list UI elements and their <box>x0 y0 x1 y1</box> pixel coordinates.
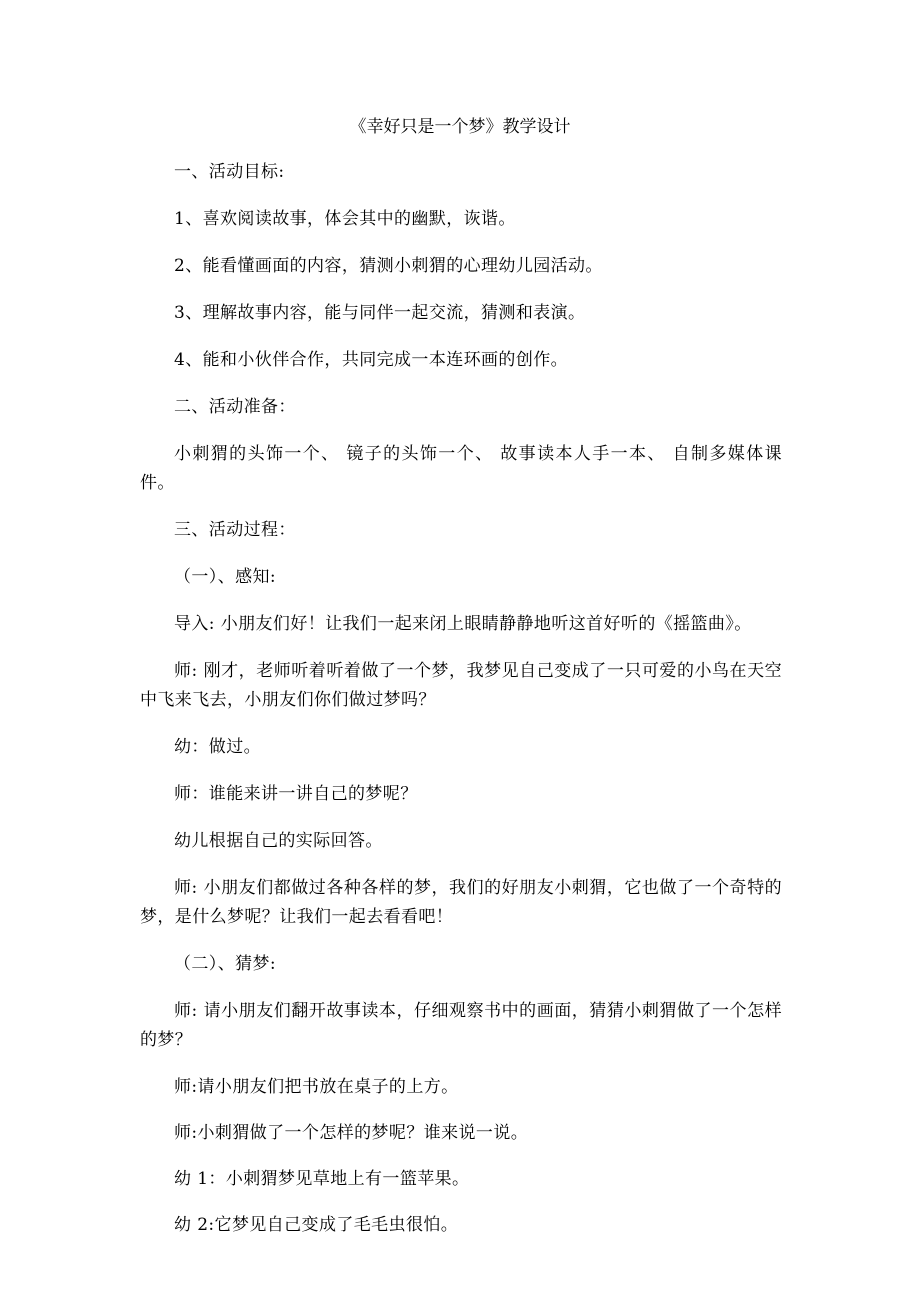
paragraph-child-3: 幼 2:它梦见自己变成了毛毛虫很怕。 <box>174 1215 459 1235</box>
paragraph-teacher-1: 师: 刚才，老师听着听着做了一个梦，我梦见自己变成了一只可爱的小鸟在天空中飞来飞去，小朋友们你们做过梦吗？ <box>140 661 782 710</box>
subsection-heading-guess: （二）、猜梦: <box>174 954 277 974</box>
paragraph-child-answer: 幼儿根据自己的实际回答。 <box>174 831 383 851</box>
paragraph-teacher-5: 师:请小朋友们把书放在桌子的上方。 <box>174 1077 459 1097</box>
paragraph-intro: 导入: 小朋友们好！让我们一起来闭上眼睛静静地听这首好听的《摇篮曲》。 <box>174 614 752 634</box>
preparation-text: 小刺猬的头饰一个、 镜子的头饰一个、 故事读本人手一本、 自制多媒体课件。 <box>140 444 782 493</box>
paragraph-child-2: 幼 1：小刺猬梦见草地上有一篮苹果。 <box>174 1169 470 1189</box>
document-body <box>140 158 782 1257</box>
goal-item-3: 3、理解故事内容，能与同伴一起交流，猜测和表演。 <box>174 303 586 323</box>
paragraph-teacher-6: 师:小刺猬做了一个怎样的梦呢？谁来说一说。 <box>174 1123 529 1143</box>
paragraph-teacher-2: 师：谁能来讲一讲自己的梦呢？ <box>174 784 418 804</box>
paragraph-teacher-4: 师: 请小朋友们翻开故事读本，仔细观察书中的画面，猜猜小刺猬做了一个怎样的梦？ <box>140 1001 782 1050</box>
section-heading-process: 三、活动过程： <box>174 520 296 540</box>
section-heading-goals: 一、活动目标: <box>174 162 285 182</box>
subsection-heading-perceive: （一）、感知: <box>174 567 277 587</box>
goal-item-1: 1、喜欢阅读故事，体会其中的幽默，诙谐。 <box>174 209 516 229</box>
goal-item-4: 4、能和小伙伴合作，共同完成一本连环画的创作。 <box>174 350 569 370</box>
goal-item-2: 2、能看懂画面的内容，猜测小刺猬的心理幼儿园活动。 <box>174 256 603 276</box>
document-title: 《幸好只是一个梦》教学设计 <box>349 117 571 137</box>
paragraph-teacher-3: 师: 小朋友们都做过各种各样的梦，我们的好朋友小刺猬，它也做了一个奇特的梦，是什么梦呢？让我们一起去看看吧！ <box>140 878 782 927</box>
paragraph-child-1: 幼：做过。 <box>174 737 261 757</box>
section-heading-preparation: 二、活动准备： <box>174 397 296 417</box>
